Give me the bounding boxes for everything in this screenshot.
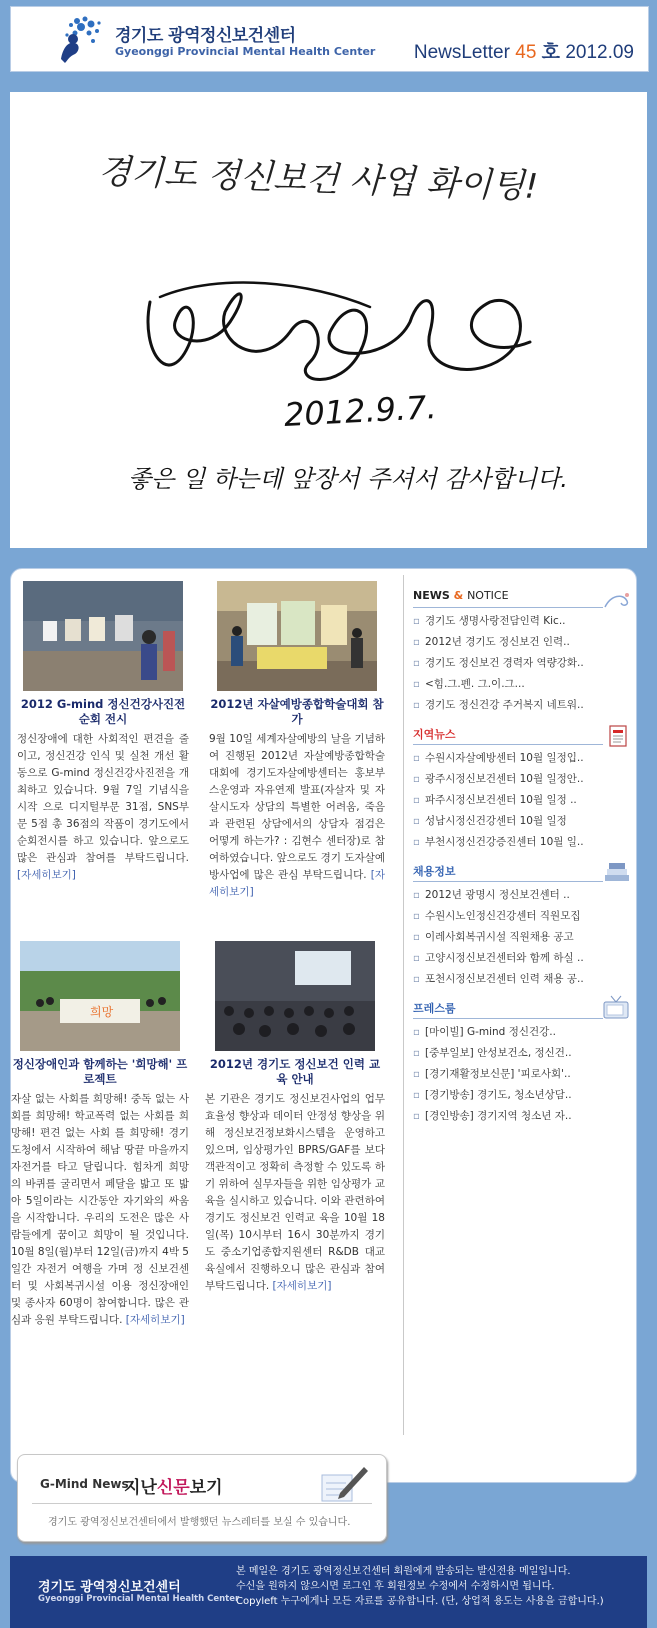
list-item[interactable]: ▫ 이레사회복귀시설 직원채용 공고	[413, 927, 633, 948]
archive-description: 경기도 광역정신보건센터에서 발행했던 뉴스레터를 보실 수 있습니다.	[48, 1517, 351, 1528]
article-photo[interactable]	[217, 581, 377, 691]
local-news-list	[413, 748, 633, 853]
article-body	[17, 731, 189, 884]
footer-org-en: Gyeonggi Provincial Mental Health Center	[38, 1594, 240, 1604]
article-body	[209, 731, 385, 901]
signature-line1: 경기도 정신보건 사업 화이팅!	[97, 151, 539, 207]
footer-line1: 본 메일은 경기도 광역정신보건센터 회원에게 발송되는 발신전용 메일입니다.	[236, 1566, 571, 1577]
footer-org-ko: 경기도 광역정신보건센터	[38, 1580, 181, 1595]
list-item[interactable]: ▫ [경인방송] 경기지역 청소년 자..	[413, 1106, 633, 1127]
news-heading-amp: &	[453, 589, 464, 602]
article-body-text: 정신장애에 대한 사회적인 편견을 줄이고, 정신건강 인식 및 실천 개선 활동으로 G-mind 정신건강사진전을 개최하고 있습니다. 9월 7일 기념식을 시작 으로 디지털부문 31점, SNS부문 5점 총 36점의 작품이 경기도에서 순회전시를 하고 있습니다. 앞으로도 많은 관심과 참여를 부탁드립니다.	[17, 733, 189, 864]
jobs-heading	[413, 863, 633, 885]
signature-date: 2012.9.7.	[283, 388, 438, 434]
article-title[interactable]: 2012 G-mind 정신건강사진전 순회 전시	[20, 697, 186, 726]
signature-line2: 좋은 일 하는데 앞장서 주셔서 감사합니다.	[128, 465, 568, 493]
list-item[interactable]: ▫ [경기재활정보신문] '피로사회'..	[413, 1064, 633, 1085]
swirl-icon	[601, 589, 633, 611]
archive-label: G-Mind News	[40, 1477, 129, 1491]
column-divider	[403, 575, 404, 1435]
list-item[interactable]: ▫ 고양시정신보건센터와 함께 하실 ..	[413, 948, 633, 969]
footer-line2: 수신을 원하지 않으시면 로그인 후 회원정보 수정에서 수정하시면 됩니다.	[236, 1581, 555, 1592]
article-body-text: 본 기관은 경기도 정신보건사업의 업무 효율성 향상과 데이터 안정성 향상을 위해 정신보건정보화시스템을 운영하고 있으며, 임상평가인 BPRS/GAF를 보다 객관적이고 정확히 측정할 수 있도록 하기 위하여 실무자들을 위한 임상평가 교육을 실시하고 있습니다. 이와 관련하여 경기도 정신보건 인력교 육을 10월 18일(목) 10시부터 16시 30분까지 경기도 중소기업종합지원센터 R&DB 대교육실에서 진행하오니 많은 관심과 참여 부탁드립니다.	[205, 1093, 385, 1292]
tv-icon	[601, 994, 631, 1020]
list-item[interactable]: ▫ 2012년 경기도 정신보건 인력..	[413, 632, 633, 653]
article-suicide-conference	[209, 581, 385, 901]
article-title[interactable]: 2012년 경기도 정신보건 인력 교육 안내	[209, 1057, 381, 1086]
read-more-link[interactable]: [자세히보기]	[17, 869, 76, 881]
org-name-en: Gyeonggi Provincial Mental Health Center	[115, 45, 376, 58]
signature-image	[10, 92, 647, 548]
issue-number: 45	[515, 42, 537, 63]
article-body	[11, 1091, 189, 1329]
news-notice-list	[413, 611, 633, 716]
list-item[interactable]: ▫ [중부일보] 안성보건소, 정신건..	[413, 1043, 633, 1064]
article-body	[205, 1091, 385, 1295]
issue-suffix: 호	[541, 42, 561, 63]
article-title[interactable]: 정신장애인과 함께하는 '희망해' 프로젝트	[12, 1057, 188, 1086]
archive-title-b: 신문	[156, 1478, 190, 1498]
article-body-text: 자살 없는 사회를 희망해! 중독 없는 사회를 희망해! 학교폭력 없는 사회를 희망해! 편견 없는 사회 를 희망해! 경기도청에서 시작하여 해남 땅끝 마을까지 자전거를 타고 달립니다. 힘차게 희망의 바퀴를 굴리면서 페달을 밟고 또 밟아 5일이라는 시간동안 자기와의 싸움을 시작합니다. 우리의 도전은 많은 사람들에게 꿈이고 희망이 될 것입니다. 10월 8일(월)부터 12일(금)까지 4박 5일간 자전거 여행을 가며 정 신보건센터 및 사회복귀시설 이용 정신장애인 및 종사자 60명이 참여합니다. 많은 관심과 응원 부탁드립니다.	[11, 1093, 189, 1326]
article-photo[interactable]	[20, 941, 180, 1051]
footer	[10, 1556, 647, 1628]
list-item[interactable]: ▫ 경기도 정신건강 주거복지 네트워..	[413, 695, 633, 716]
read-more-link[interactable]: [자세히보기]	[209, 869, 385, 898]
list-item[interactable]: ▫ [마이빌] G-mind 정신건강..	[413, 1022, 633, 1043]
list-item[interactable]: ▫ 광주시정신보건센터 10월 일정안..	[413, 769, 633, 790]
newspaper-icon	[607, 724, 629, 748]
list-item[interactable]: ▫ 성남시정신건강센터 10월 일정	[413, 811, 633, 832]
list-item[interactable]: ▫ 수원시노인정신건강센터 직원모집	[413, 906, 633, 927]
archive-title-a: 지난	[124, 1478, 157, 1498]
books-icon	[603, 861, 631, 885]
press-heading	[413, 1000, 633, 1022]
pen-icon	[318, 1465, 370, 1505]
list-item[interactable]: ▫ 파주시정신보건센터 10월 일정 ..	[413, 790, 633, 811]
gmind-logo-icon[interactable]	[47, 13, 109, 67]
sidebar	[413, 589, 633, 1127]
archive-divider	[32, 1503, 372, 1504]
svg-text:희망: 희망	[90, 1005, 114, 1019]
org-name-ko: 경기도 광역정신보건센터	[115, 26, 296, 46]
article-title[interactable]: 2012년 자살예방종합학술대회 참가	[210, 697, 384, 726]
list-item[interactable]: ▫ 2012년 광명시 정신보건센터 ..	[413, 885, 633, 906]
article-hope-project	[11, 941, 189, 1329]
main-content	[10, 568, 637, 1528]
read-more-link[interactable]: [자세히보기]	[125, 1314, 185, 1326]
footer-line3: Copyleft 누구에게나 모든 자료를 공유합니다. (단, 상업적 용도는 사용을 금합니다.)	[236, 1596, 604, 1607]
news-notice-heading	[413, 589, 633, 611]
list-item[interactable]: ▫ 경기도 정신보건 경력자 역량강화..	[413, 653, 633, 674]
list-item[interactable]: ▫ <힘.그.펜. 그.이.그...	[413, 674, 633, 695]
local-news-heading	[413, 726, 633, 748]
footer-message	[236, 1564, 640, 1609]
news-heading-word: NEWS	[413, 589, 450, 602]
archive-title-c: 보기	[189, 1478, 223, 1498]
archive-banner[interactable]	[17, 1454, 387, 1542]
article-photo[interactable]	[215, 941, 375, 1051]
issue-label	[414, 37, 634, 64]
article-staff-training	[205, 941, 385, 1295]
archive-title	[124, 1473, 223, 1498]
local-news-heading-text: 지역뉴스	[413, 728, 456, 741]
newsletter-label: NewsLetter	[413, 42, 510, 63]
list-item[interactable]: ▫ 경기도 생명사랑전담인력 Kic..	[413, 611, 633, 632]
issue-date: 2012.09	[565, 42, 634, 63]
news-heading-notice: NOTICE	[467, 589, 509, 602]
jobs-list	[413, 885, 633, 990]
press-heading-text: 프레스룸	[413, 1002, 456, 1015]
signature-panel	[10, 92, 647, 548]
list-item[interactable]: ▫ 부천시정신건강증진센터 10월 일..	[413, 832, 633, 853]
list-item[interactable]: ▫ [경기방송] 경기도, 청소년상담..	[413, 1085, 633, 1106]
list-item[interactable]: ▫ 수원시자살예방센터 10월 일정입..	[413, 748, 633, 769]
article-body-text: 9월 10일 세계자살예방의 날을 기념하여 진행된 2012년 자살예방종합학술대회에 경기도자살예방센터는 홍보부스운영과 자유연제 발표(자살자 및 자살시도자 상담의 특별한 어려움, 죽음과 관련된 상담에서의 상담자 점검은 어떻게 하는가? : 김현수 센터장)로 참여하였습니다. 앞으로도 경기 도자살예방사업에 많은 관심 부탁드립니다.	[209, 733, 385, 881]
list-item[interactable]: ▫ 포천시정신보건센터 인력 채용 공..	[413, 969, 633, 990]
jobs-heading-text: 채용정보	[413, 865, 456, 878]
article-photo-exhibition	[17, 581, 189, 884]
press-list	[413, 1022, 633, 1127]
read-more-link[interactable]: [자세히보기]	[272, 1280, 332, 1292]
article-photo[interactable]	[23, 581, 183, 691]
header	[10, 6, 649, 72]
